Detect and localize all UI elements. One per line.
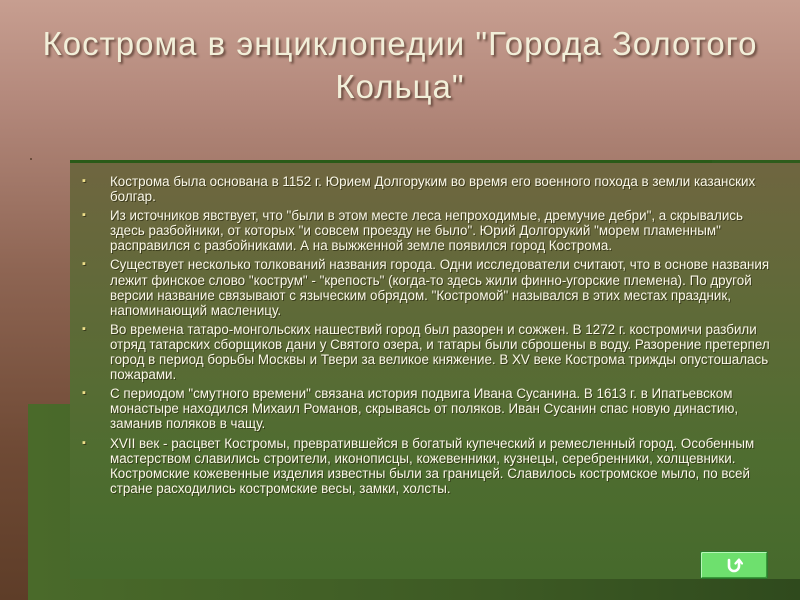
bullet-list [82, 174, 772, 500]
return-arrow-icon [725, 557, 743, 573]
bullet-icon: ▪ [82, 387, 86, 400]
list-item-text: Существует несколько толкований названия города. Одни исследователи считают, что в основе названия лежит финское слово "кострум" - "крепость" (когда-то здесь жили финно-угорские племена). По другой версии название связывают с языческим обрядом. "Костромой" назывался в этих местах праздник, напоминающий масленицу. [110, 257, 770, 318]
list-item-text: XVII век - расцвет Костромы, превратившейся в богатый купеческий и ремесленный город. Особенным мастерством славились строители, иконописцы, кожевенники, кузнецы, серебренники, холщевники. Костромские кожевенные изделия известны были за границей. Славилось костромское мыло, по всей стране расходились костромские весы, замки, холсты. [110, 435, 755, 496]
list-item-text: Кострома была основана в 1152 г. Юрием Долгоруким во время его военного похода в земли казанских болгар. [110, 174, 756, 205]
list-item-text: Во времена татаро-монгольских нашествий город был разорен и сожжен. В 1272 г. костромичи разбили отряд татарских сборщиков дани у Святого озера, и татары были сброшены в воду. Разорение претерпел город в период борьбы Москвы и Твери за великое княжение. В XV веке Кострома трижды опустошалась пожарами. [110, 321, 770, 383]
list-item [82, 436, 772, 496]
list-item [82, 386, 772, 431]
bullet-icon: ▪ [82, 322, 86, 335]
panel-divider [70, 160, 712, 163]
bullet-icon: ▪ [82, 258, 86, 271]
return-button[interactable] [700, 551, 768, 579]
bullet-icon: ▪ [82, 209, 86, 222]
list-item-text: С периодом "смутного времени" связана история подвига Ивана Сусанина. В 1613 г. в Ипатьевском монастыре находился Михаил Романов, скрываясь от поляков. Иван Сусанин спас новую династию, заманив поляков в чащу. [110, 386, 739, 432]
list-item [82, 322, 772, 382]
bullet-icon: ▪ [82, 436, 86, 449]
list-item [82, 257, 772, 317]
decorative-dot [30, 158, 32, 160]
slide-title: Кострома в энциклопедии "Города Золотого Кольца" [42, 25, 758, 105]
bullet-icon: ▪ [82, 175, 86, 187]
list-item [82, 174, 772, 204]
list-item-text: Из источников явствует, что "были в этом месте леса непроходимые, дремучие дебри", а скрывались здесь разбойники, от которых "и совсем проезду не было". Юрий Долгорукий "морем пламенным" расправился с разбойниками. А на выжженной земле появился город Кострома. [110, 208, 743, 254]
list-item [82, 208, 772, 253]
